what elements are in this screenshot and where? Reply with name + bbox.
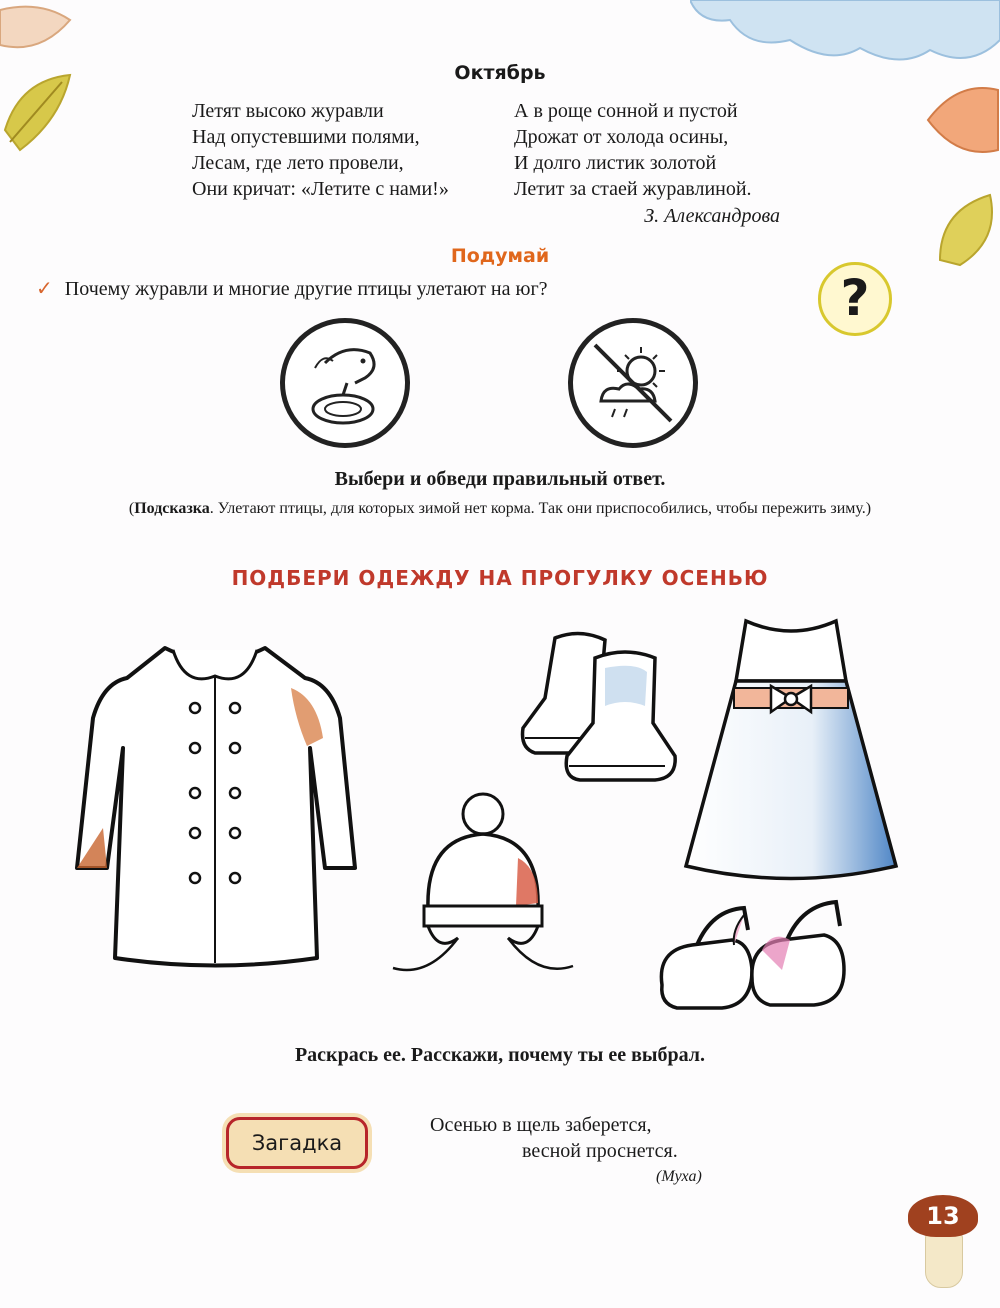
poem-title: Октябрь xyxy=(454,62,546,84)
poem-line: Дрожат от холода осины, xyxy=(514,126,729,148)
riddle-line: Осенью в щель заберется, xyxy=(430,1114,652,1136)
poem-line: Летит за стаей журавлиной. xyxy=(514,178,752,200)
question-row xyxy=(36,276,548,301)
sandals-icon[interactable] xyxy=(652,890,852,1020)
poem-line: И долго листик золотой xyxy=(514,152,717,174)
hat-icon[interactable] xyxy=(388,788,578,988)
question-text: Почему журавли и многие другие птицы улетают на юг? xyxy=(64,278,548,300)
leaf-icon xyxy=(918,80,1000,160)
poem-left-column xyxy=(192,98,449,202)
poem-line: А в роще сонной и пустой xyxy=(514,100,738,122)
no-sun-cold-icon xyxy=(573,323,693,443)
hint-text: (Подсказка. Улетают птицы, для которых зимой нет корма. Так они приспособились, чтобы пережить зиму.) xyxy=(128,500,872,517)
leaf-icon xyxy=(0,0,80,60)
boots-icon[interactable] xyxy=(505,628,685,798)
cloud-icon xyxy=(690,0,1000,70)
question-mark-icon: ? xyxy=(818,262,892,336)
poem-line: Над опустевшими полями, xyxy=(192,126,420,148)
page-number: 13 xyxy=(908,1195,978,1237)
riddle-answer: (Муха) xyxy=(656,1168,702,1185)
think-heading: Подумай xyxy=(450,245,550,267)
poem-line: Летят высоко журавли xyxy=(192,100,384,122)
hint-label: Подсказка xyxy=(134,500,210,517)
poem-author: З. Александрова xyxy=(644,205,780,227)
clothes-section-title: ПОДБЕРИ ОДЕЖДУ НА ПРОГУЛКУ ОСЕНЬЮ xyxy=(231,566,769,590)
poem-line: Лесам, где лето провели, xyxy=(192,152,404,174)
coloring-instruction: Раскрась ее. Расскажи, почему ты ее выбрал. xyxy=(294,1044,706,1066)
coat-icon[interactable] xyxy=(55,628,375,988)
checkmark-icon: ✓ xyxy=(36,278,53,300)
choice-instruction: Выбери и обведи правильный ответ. xyxy=(334,468,666,490)
poem-line: Они кричат: «Летите с нами!» xyxy=(192,178,449,200)
dress-icon[interactable] xyxy=(676,616,906,896)
mushroom-stem-icon xyxy=(925,1232,963,1288)
poem-right-column xyxy=(514,98,752,202)
choice-no-sun[interactable] xyxy=(568,318,698,448)
choice-bird-feeding[interactable] xyxy=(280,318,410,448)
riddle-tag: Загадка xyxy=(226,1117,368,1169)
riddle-line: весной проснется. xyxy=(522,1140,678,1162)
bird-feeding-icon xyxy=(285,323,405,443)
